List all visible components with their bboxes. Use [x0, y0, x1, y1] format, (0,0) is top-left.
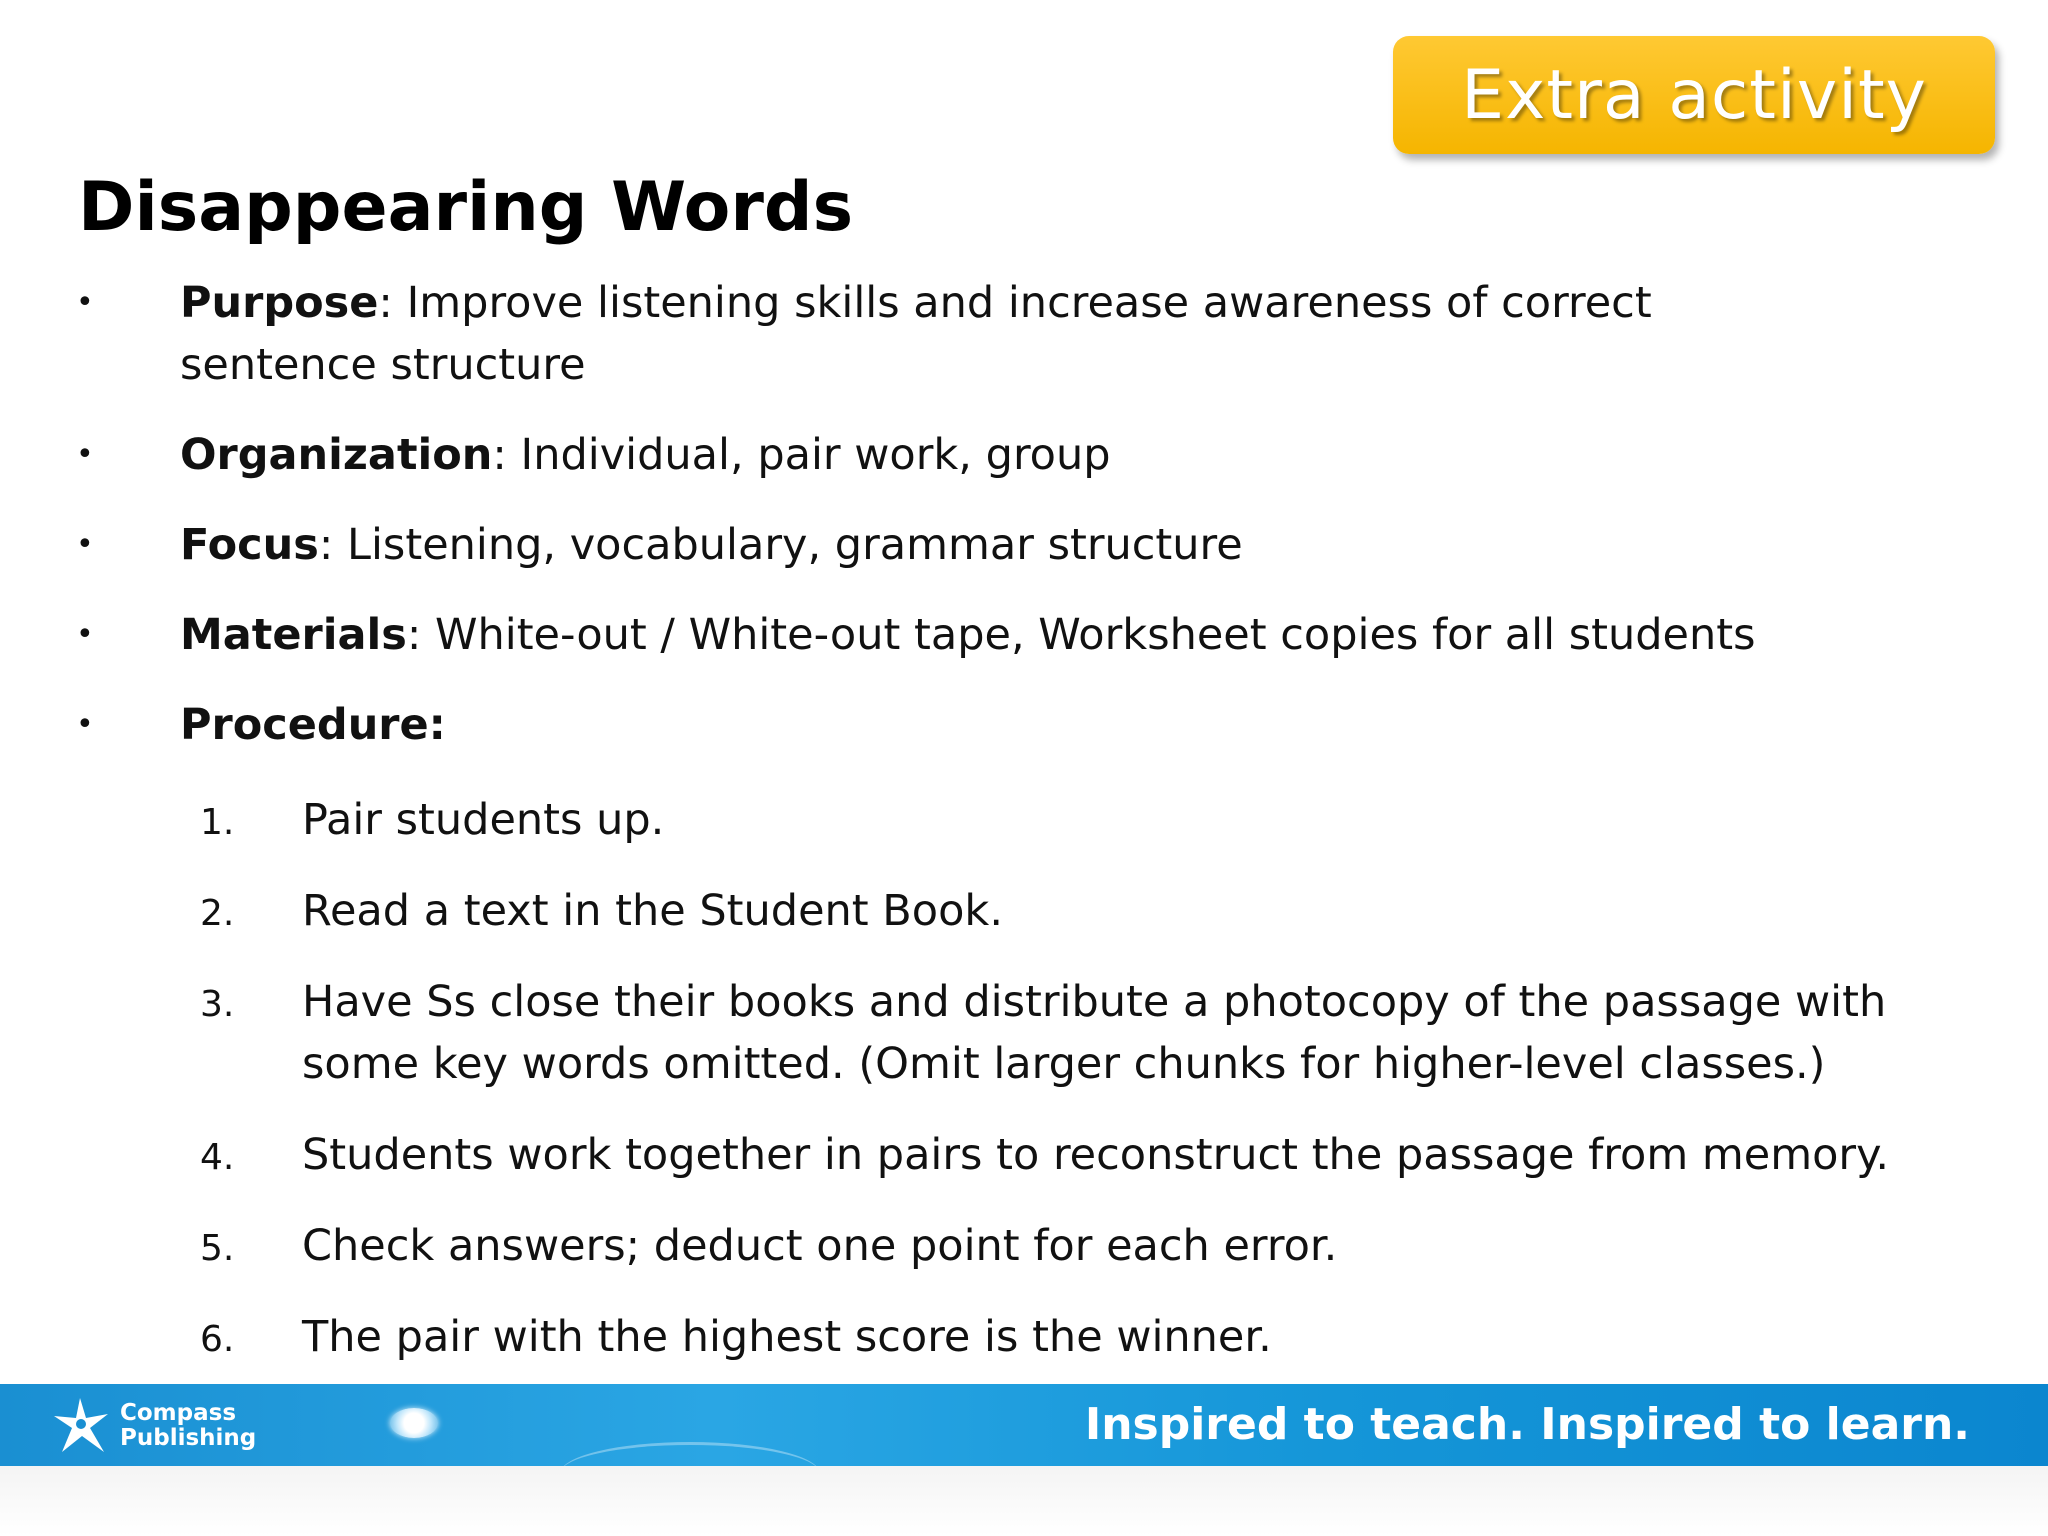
step-text: Read a text in the Student Book. [302, 886, 1003, 936]
bullet-text: : Listening, vocabulary, grammar structure [318, 520, 1243, 570]
procedure-steps-list [0, 789, 2048, 1397]
compass-star-icon [50, 1394, 114, 1458]
procedure-step [0, 1124, 1982, 1186]
step-number: 3. [200, 984, 235, 1025]
bullet-label: Organization [180, 430, 493, 480]
bullet-materials [0, 604, 1780, 666]
bullet-label: Purpose [180, 278, 379, 328]
step-text: Check answers; deduct one point for each error. [302, 1221, 1338, 1271]
procedure-step [0, 789, 1982, 851]
bullet-organization [0, 424, 1780, 486]
bullet-text: : White-out / White-out tape, Worksheet copies for all students [406, 610, 1756, 660]
step-number: 5. [200, 1228, 235, 1269]
compass-publishing-logo [50, 1394, 256, 1458]
procedure-step [0, 880, 1982, 942]
procedure-step [0, 1215, 1982, 1277]
logo-wordmark [120, 1401, 256, 1451]
bullet-text: : Individual, pair work, group [492, 430, 1111, 480]
bullet-label: Procedure: [180, 700, 446, 750]
step-text: Students work together in pairs to reconstruct the passage from memory. [302, 1130, 1890, 1180]
step-text: Have Ss close their books and distribute a photocopy of the passage with some key words omitted. (Omit larger chunks for higher-level classes.) [302, 977, 1887, 1089]
procedure-step [0, 1306, 1982, 1368]
bottom-strip [0, 1466, 2048, 1536]
bullet-text: : Improve listening skills and increase awareness of correct sentence structure [180, 278, 1652, 390]
logo-line-publishing: Publishing [120, 1425, 257, 1451]
bullet-purpose [0, 272, 1780, 396]
logo-line-compass: Compass [120, 1400, 237, 1426]
bullet-label: Focus [180, 520, 319, 570]
footer-banner [0, 1384, 2048, 1466]
footer-tagline: Inspired to teach. Inspired to learn. [1084, 1399, 1970, 1450]
bullet-focus [0, 514, 1780, 576]
step-number: 6. [200, 1319, 235, 1360]
step-number: 1. [200, 802, 235, 843]
page-title: Disappearing Words [78, 168, 854, 247]
step-number: 2. [200, 893, 235, 934]
step-text: Pair students up. [302, 795, 665, 845]
step-text: The pair with the highest score is the winner. [302, 1312, 1272, 1362]
procedure-step [0, 971, 1982, 1095]
extra-activity-badge [1393, 36, 1995, 154]
badge-label: Extra activity [1461, 55, 1927, 135]
bullet-label: Materials [180, 610, 407, 660]
bullet-procedure [0, 694, 1780, 756]
footer-decoration-orb [390, 1408, 438, 1438]
footer-decoration-swoosh [560, 1442, 820, 1466]
activity-details-list [0, 272, 2048, 784]
step-number: 4. [200, 1137, 235, 1178]
